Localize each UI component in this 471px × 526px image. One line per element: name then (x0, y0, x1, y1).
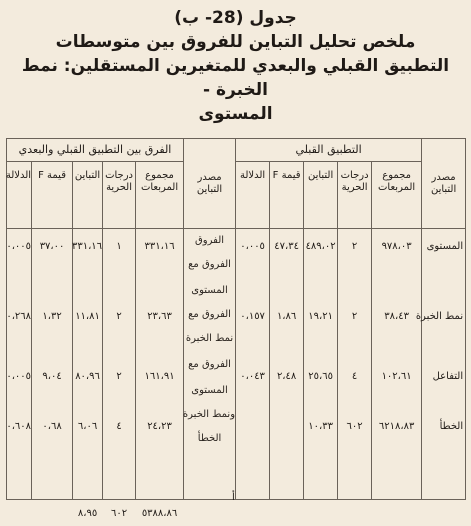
totals-row (7, 500, 466, 526)
diff-sig-column (7, 229, 32, 500)
diff-source-line: المستوى (184, 285, 235, 296)
diff-df-value: ١ (103, 241, 135, 252)
pre-ss-value: ٩٧٨،٠٣ (372, 241, 421, 252)
diff-df-column (103, 229, 136, 500)
diff-ss-value: ١٦١،٩١ (136, 371, 183, 382)
header-ss-diff: مجموع المربعات (136, 162, 184, 229)
pre-df-value: ٢ (338, 241, 371, 252)
diff-source-line: الفروق مع (184, 309, 235, 320)
pre-var-value: ٢٥،٦٥ (304, 371, 337, 382)
diff-sig-value: ٠،٢٦٨ (7, 311, 31, 322)
pre-sources-column (422, 229, 466, 500)
table-title-line-3: المستوى (8, 102, 463, 126)
pre-var-value: ١٠،٣٣ (304, 421, 337, 432)
pre-ss-value: ٣٨،٤٣ (372, 311, 421, 322)
diff-f-value: ٩،٠٤ (32, 371, 72, 382)
diff-df-value: ٢ (103, 311, 135, 322)
pre-sig-value: ٠،٠٤٣ (236, 371, 269, 382)
diff-ss-column (136, 229, 184, 500)
header-sig-pre: الدلالة (236, 162, 270, 229)
pre-f-column (270, 229, 304, 500)
group-header-row (7, 139, 466, 162)
pre-source: الخطأ (422, 421, 463, 432)
diff-var-value: ٣٣١،١٦ (73, 241, 102, 252)
header-var-diff: التباين (73, 162, 103, 229)
anova-table (6, 138, 466, 526)
diff-var-value: ٨٠،٩٦ (73, 371, 102, 382)
diff-f-value: ٣٧،٠٠ (32, 241, 72, 252)
diff-sig-value: ٠،٠٠٥ (7, 241, 31, 252)
header-df-pre: درجات الحرية (338, 162, 372, 229)
diff-df-value: ٤ (103, 421, 135, 432)
pre-df-column (338, 229, 372, 500)
page-footer-mark: أ (232, 492, 235, 503)
diff-source-line: الفروق مع (184, 359, 235, 370)
diff-source-line: الفروق (184, 235, 235, 246)
pre-var-column (304, 229, 338, 500)
header-f-pre: قيمة F (270, 162, 304, 229)
total-ss: ٥٣٨٨،٨٦ (136, 500, 184, 526)
diff-var-column (73, 229, 103, 500)
diff-source-line: الخطأ (184, 433, 235, 444)
diff-var-value: ٦،٠٦ (73, 421, 102, 432)
table-number: جدول (28- ب) (8, 6, 463, 30)
pre-df-value: ٦٠٢ (338, 421, 371, 432)
totals-spacer (184, 500, 466, 526)
diff-source-line: المستوى (184, 385, 235, 396)
pre-sig-value: ٠،٠٠٥ (236, 241, 269, 252)
table-title-line-1: ملخص تحليل التباين للفروق بين متوسطات (8, 30, 463, 54)
pre-var-value: ٤٨٩،٠٢ (304, 241, 337, 252)
diff-ss-value: ٢٤،٢٣ (136, 421, 183, 432)
pre-df-value: ٤ (338, 371, 371, 382)
table-title-line-2: التطبيق القبلي والبعدي للمتغيرين المستقلين: نمط الخبرة - (8, 54, 463, 102)
total-var: ٨،٩٥ (73, 500, 103, 526)
diff-sources-column (184, 229, 236, 500)
total-df: ٦٠٢ (103, 500, 136, 526)
diff-sig-value: ٠،٦٠٨ (7, 421, 31, 432)
pre-source: التفاعل (422, 371, 463, 382)
header-sig-diff: الدلالة (7, 162, 32, 229)
group-pre-label: التطبيق القبلي (236, 139, 422, 162)
header-f-diff: قيمة F (32, 162, 73, 229)
totals-end (7, 500, 73, 526)
pre-source: نمط الخبرة (422, 311, 463, 322)
pre-sig-column (236, 229, 270, 500)
group-diff-label: الفرق بين التطبيق القبلي والبعدي (7, 139, 184, 162)
pre-f-value: ٤٧،٣٤ (270, 241, 303, 252)
pre-var-value: ١٩،٢١ (304, 311, 337, 322)
diff-ss-value: ٢٣،٦٣ (136, 311, 183, 322)
header-ss-pre: مجموع المربعات (372, 162, 422, 229)
pre-source: المستوى (422, 241, 463, 252)
pre-df-value: ٢ (338, 311, 371, 322)
pre-ss-value: ٦٢١٨،٨٣ (372, 421, 421, 432)
diff-source-line: نمط الخبرة (184, 333, 235, 344)
pre-ss-column (372, 229, 422, 500)
diff-source-line: ونمط الخبرة (184, 409, 235, 420)
table-caption (8, 6, 463, 126)
diff-f-column (32, 229, 73, 500)
header-var-pre: التباين (304, 162, 338, 229)
pre-ss-value: ١٠٢،٦١ (372, 371, 421, 382)
column-header-row (7, 162, 466, 229)
diff-source-line: الفروق مع (184, 259, 235, 270)
diff-f-value: ١،٣٢ (32, 311, 72, 322)
diff-var-value: ١١،٨١ (73, 311, 102, 322)
diff-f-value: ٠،٦٨ (32, 421, 72, 432)
table-body-row (7, 229, 466, 500)
header-source-pre: مصدر التباين (422, 139, 466, 229)
diff-sig-value: ٠،٠٠٥ (7, 371, 31, 382)
header-source-diff: مصدر التباين (184, 139, 236, 229)
diff-ss-value: ٣٣١،١٦ (136, 241, 183, 252)
pre-f-value: ٢،٤٨ (270, 371, 303, 382)
header-df-diff: درجات الحرية (103, 162, 136, 229)
diff-df-value: ٢ (103, 371, 135, 382)
pre-sig-value: ٠،١٥٧ (236, 311, 269, 322)
pre-f-value: ١،٨٦ (270, 311, 303, 322)
